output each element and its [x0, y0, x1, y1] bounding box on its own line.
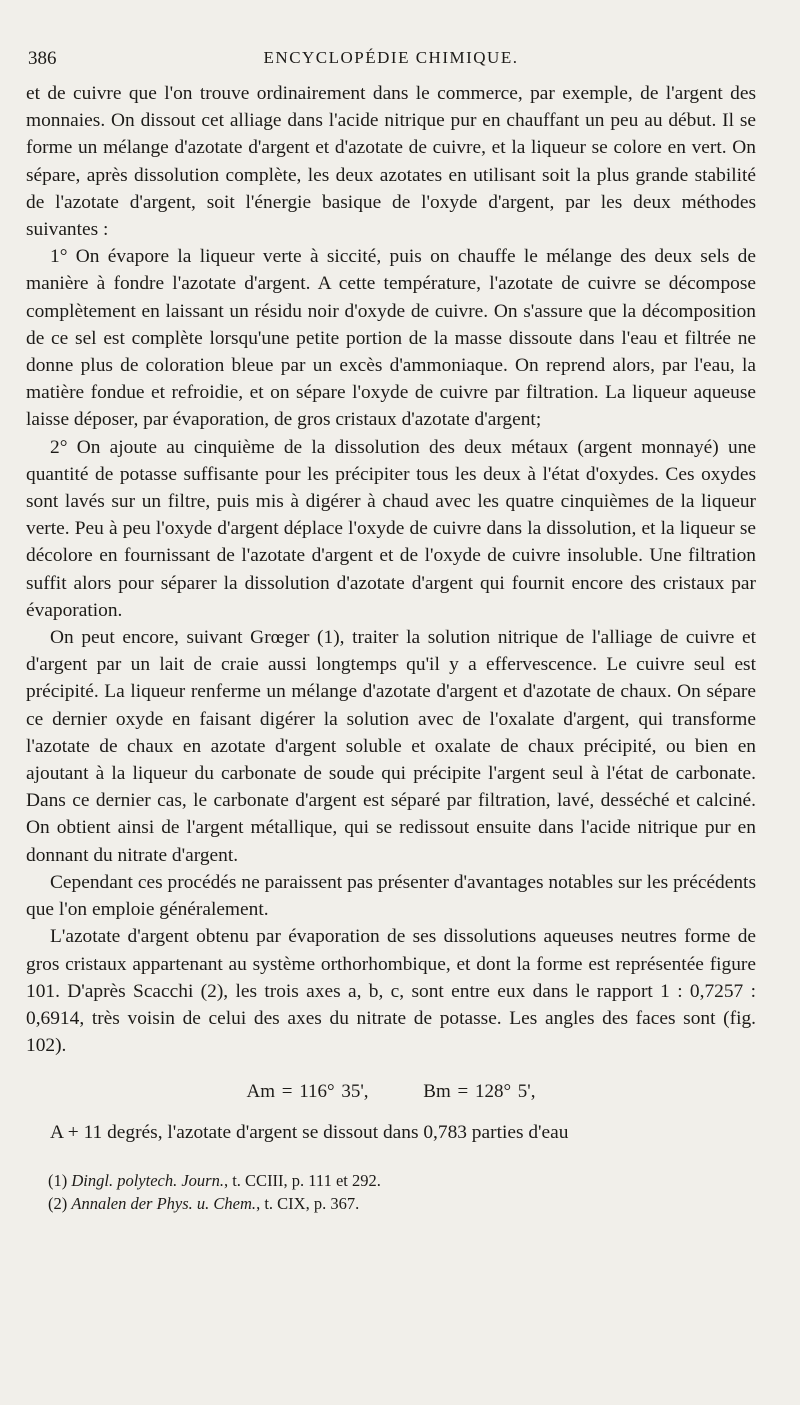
running-head: ENCYCLOPÉDIE CHIMIQUE.: [263, 48, 519, 67]
footnote-1-rest: , t. CCIII, p. 111 et 292.: [223, 1170, 381, 1190]
footnotes: [26, 1169, 756, 1215]
footnote-1: [48, 1169, 756, 1192]
page-number: 386: [28, 48, 57, 69]
body-text-continued: [26, 1119, 756, 1146]
paragraph-1: et de cuivre que l'on trouve ordinairement dans le commerce, par exemple, de l'argent des monnaies. On dissout cet alliage dans l'acide nitrique pur en chauffant un peu au début. Il se forme un mélange d'azotate d'argent et d'azotate de cuivre, et la liqueur se colore en vert. On sépare, après dissolution complète, les deux azotates en utilisant soit la plus grande stabilité de l'azotate d'argent, soit l'énergie basique de l'oxyde d'argent, par les deux méthodes suivantes :: [26, 83, 756, 241]
body-text: [26, 80, 756, 1059]
angle-formula: [26, 1081, 756, 1103]
footnote-2-rest: , t. CIX, p. 367.: [256, 1193, 360, 1213]
paragraph-7: A + 11 degrés, l'azotate d'argent se dissout dans 0,783 parties d'eau: [50, 1122, 569, 1144]
footnote-2-number: (2): [48, 1193, 68, 1213]
footnote-2-title: Annalen der Phys. u. Chem.: [71, 1193, 257, 1213]
paragraph-2: 1° On évapore la liqueur verte à siccité, puis on chauffe le mélange des deux sels de manière à fondre l'azotate d'argent. A cette température, l'azotate de cuivre se décompose complètement en laissant un résidu noir d'oxyde de cuivre. On s'assure que la décomposition de ce sel est complète lorsqu'une petite portion de la masse dissoute dans l'eau et filtrée ne donne plus de coloration bleue par un excès d'ammoniaque. On reprend alors, par l'eau, la matière fondue et refroidie, et on sépare l'oxyde de cuivre par filtration. La liqueur aqueuse laisse déposer, par évaporation, de gros cristaux d'azotate d'argent;: [26, 246, 756, 431]
footnote-2: [48, 1192, 756, 1215]
formula-am: Am = 116° 35',: [246, 1081, 369, 1103]
formula-bm: Bm = 128° 5',: [423, 1081, 536, 1103]
paragraph-4: On peut encore, suivant Grœger (1), traiter la solution nitrique de l'alliage de cuivre et d'argent par un lait de craie aussi longtemps qu'il y a effervescence. Le cuivre seul est précipité. La liqueur renferme un mélange d'azotate d'argent et d'azotate de chaux. On sépare ce dernier oxyde en faisant digérer la solution avec de l'oxalate d'argent, qui transforme l'azotate de chaux en azotate d'argent soluble et oxalate de chaux précipité, ou bien en ajoutant à la liqueur du carbonate de soude qui précipite l'argent seul à l'état de carbonate. Dans ce dernier cas, le carbonate d'argent est séparé par filtration, lavé, desséché et calciné. On obtient ainsi de l'argent métallique, qui se redissout ensuite dans l'acide nitrique pur en donnant du nitrate d'argent.: [26, 627, 756, 866]
paragraph-3: 2° On ajoute au cinquième de la dissolution des deux métaux (argent monnayé) une quantité de potasse suffisante pour les précipiter tous les deux à l'état d'oxydes. Ces oxydes sont lavés sur un filtre, puis mis à digérer à chaud avec les quatre cinquièmes de la liqueur verte. Peu à peu l'oxyde d'argent déplace l'oxyde de cuivre dans la dissolution, et la liqueur se décolore en fournissant de l'azotate d'argent et de l'oxyde de cuivre insoluble. Une filtration suffit alors pour séparer la dissolution d'azotate d'argent qui fournit encore des cristaux par évaporation.: [26, 436, 756, 621]
paragraph-5: Cependant ces procédés ne paraissent pas présenter d'avantages notables sur les précédents que l'on emploie généralement.: [26, 871, 756, 921]
page-header: [26, 40, 756, 80]
footnote-1-title: Dingl. polytech. Journ.: [71, 1170, 224, 1190]
footnote-1-number: (1): [48, 1170, 68, 1190]
paragraph-6: L'azotate d'argent obtenu par évaporation de ses dissolutions aqueuses neutres forme de gros cristaux appartenant au système orthorhombique, et dont la forme est représentée figure 101. D'après Scacchi (2), les trois axes a, b, c, sont entre eux dans le rapport 1 : 0,7257 : 0,6914, très voisin de celui des axes du nitrate de potasse. Les angles des faces sont (fig. 102).: [26, 926, 756, 1057]
